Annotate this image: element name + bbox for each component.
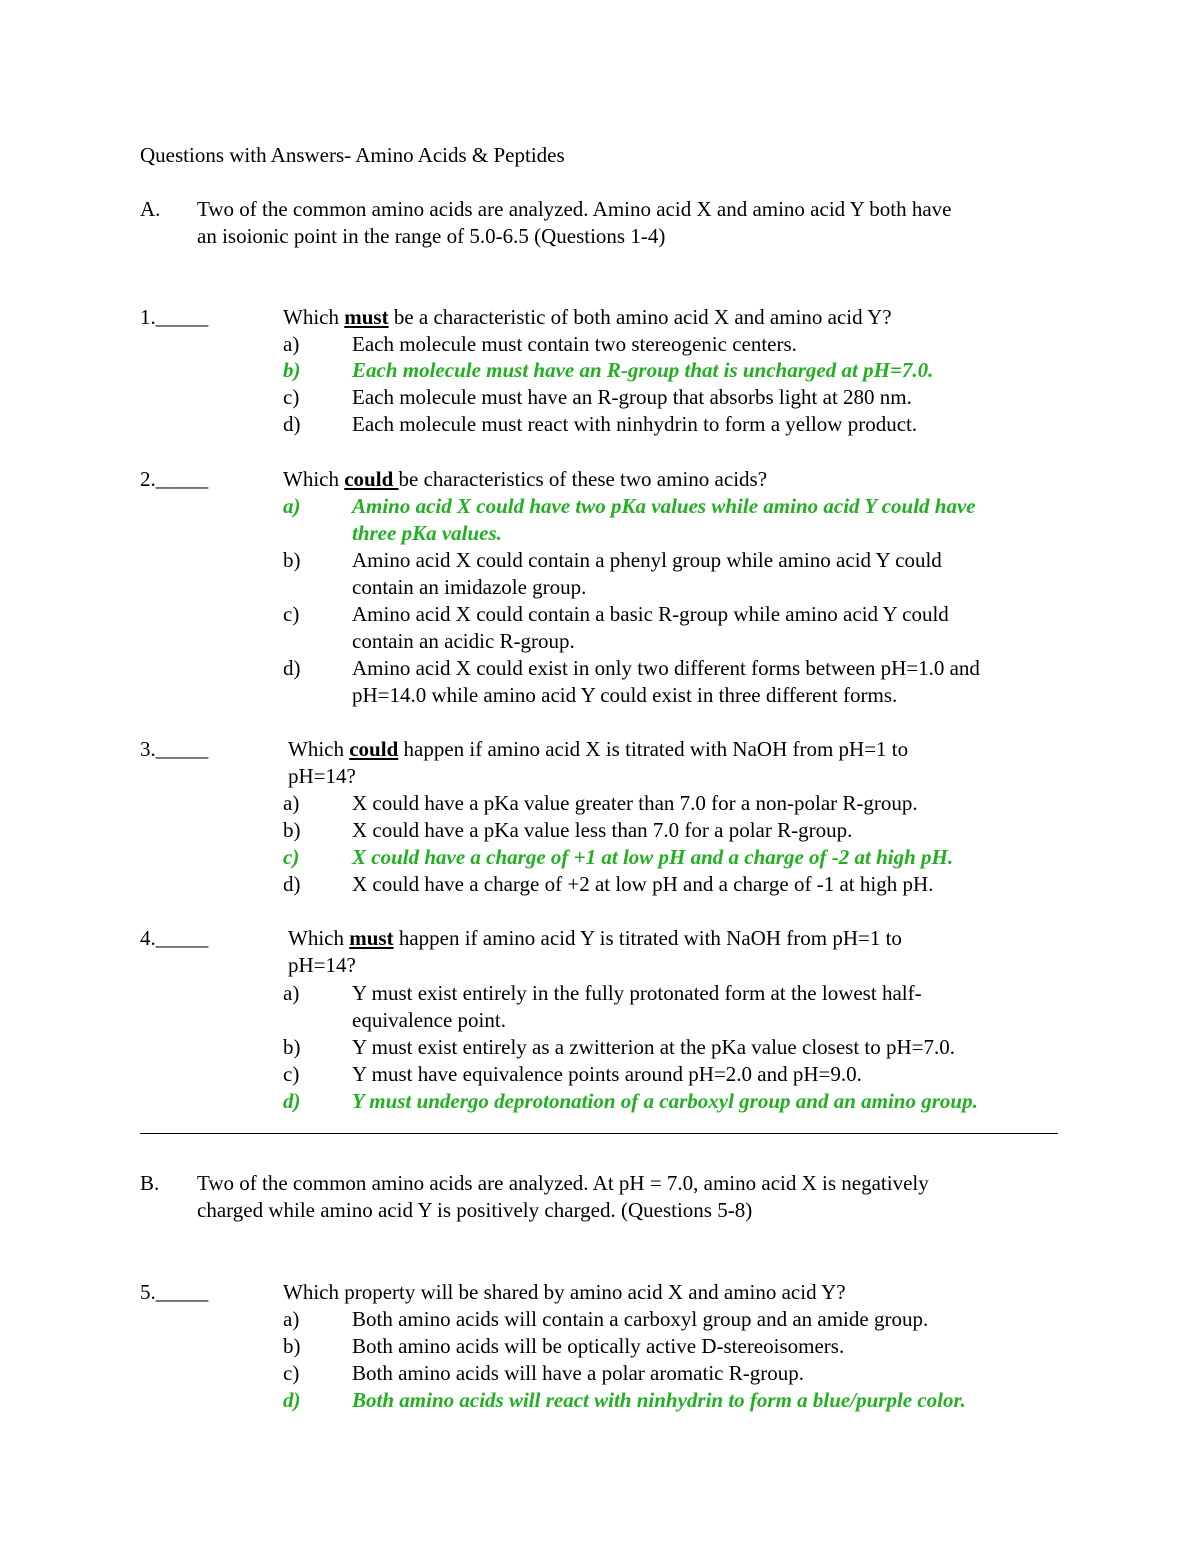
q4-option-c-label: c) bbox=[283, 1062, 300, 1086]
question-3-number: 3._____ bbox=[140, 737, 209, 761]
q4-option-d-text-correct: Y must undergo deprotonation of a carboxyl group and an amino group. bbox=[352, 1089, 978, 1113]
q5-option-b-text: Both amino acids will be optically active D-stereoisomers. bbox=[352, 1334, 845, 1358]
question-1-keyword: must bbox=[344, 305, 389, 329]
q1-option-c-label: c) bbox=[283, 385, 300, 409]
q1-option-d-label: d) bbox=[283, 412, 301, 436]
question-1-stem-pre: Which bbox=[283, 305, 345, 329]
question-3-stem-pre: Which bbox=[288, 737, 350, 761]
section-b-letter: B. bbox=[140, 1171, 160, 1195]
question-3-stem bbox=[288, 736, 908, 763]
question-4-stem-post: happen if amino acid Y is titrated with NaOH from pH=1 to bbox=[393, 926, 902, 950]
q2-option-d-text-line1: Amino acid X could exist in only two different forms between pH=1.0 and bbox=[352, 656, 980, 680]
q5-option-c-text: Both amino acids will have a polar aromatic R-group. bbox=[352, 1361, 804, 1385]
q4-option-a-text-line1: Y must exist entirely in the fully protonated form at the lowest half- bbox=[352, 981, 922, 1005]
q3-option-c-text-correct: X could have a charge of +1 at low pH and a charge of -2 at high pH. bbox=[352, 845, 954, 869]
q3-option-c-label: c) bbox=[283, 845, 300, 869]
q4-option-a-text-line2: equivalence point. bbox=[352, 1008, 506, 1032]
q3-option-a-text: X could have a pKa value greater than 7.0 for a non-polar R-group. bbox=[352, 791, 918, 815]
question-5-stem: Which property will be shared by amino acid X and amino acid Y? bbox=[283, 1280, 846, 1304]
question-3-keyword: could bbox=[349, 737, 399, 761]
question-1-stem bbox=[283, 304, 892, 331]
q1-option-c-text: Each molecule must have an R-group that absorbs light at 280 nm. bbox=[352, 385, 912, 409]
question-4-stem-line2: pH=14? bbox=[288, 953, 356, 977]
question-1-stem-post: be a characteristic of both amino acid X and amino acid Y? bbox=[388, 305, 892, 329]
question-4-stem-pre: Which bbox=[288, 926, 350, 950]
question-2-stem-pre: Which bbox=[283, 467, 345, 491]
question-1-number: 1._____ bbox=[140, 305, 209, 329]
q2-option-b-text-line1: Amino acid X could contain a phenyl group while amino acid Y could bbox=[352, 548, 942, 572]
section-b-intro-line1: Two of the common amino acids are analyzed. At pH = 7.0, amino acid X is negatively bbox=[197, 1171, 929, 1195]
section-a-intro-line1: Two of the common amino acids are analyzed. Amino acid X and amino acid Y both have bbox=[197, 197, 952, 221]
section-divider bbox=[140, 1133, 1058, 1134]
q1-option-b-text-correct: Each molecule must have an R-group that is uncharged at pH=7.0. bbox=[352, 358, 934, 382]
question-2-stem bbox=[283, 466, 767, 493]
q2-option-d-text-line2: pH=14.0 while amino acid Y could exist in three different forms. bbox=[352, 683, 898, 707]
question-3-stem-line2: pH=14? bbox=[288, 764, 356, 788]
q4-option-b-text: Y must exist entirely as a zwitterion at the pKa value closest to pH=7.0. bbox=[352, 1035, 956, 1059]
section-a-letter: A. bbox=[140, 197, 161, 221]
q5-option-a-text: Both amino acids will contain a carboxyl group and an amide group. bbox=[352, 1307, 929, 1331]
q2-option-c-text-line2: contain an acidic R-group. bbox=[352, 629, 575, 653]
section-a-intro-line2: an isoionic point in the range of 5.0-6.5 (Questions 1-4) bbox=[197, 224, 666, 248]
q3-option-d-label: d) bbox=[283, 872, 301, 896]
q2-option-d-label: d) bbox=[283, 656, 301, 680]
question-3-stem-post: happen if amino acid X is titrated with NaOH from pH=1 to bbox=[398, 737, 909, 761]
q1-option-a-text: Each molecule must contain two stereogenic centers. bbox=[352, 332, 797, 356]
question-4-keyword: must bbox=[349, 926, 394, 950]
q3-option-b-label: b) bbox=[283, 818, 301, 842]
q2-option-c-text-line1: Amino acid X could contain a basic R-group while amino acid Y could bbox=[352, 602, 949, 626]
q4-option-a-label: a) bbox=[283, 981, 300, 1005]
page-title: Questions with Answers- Amino Acids & Peptides bbox=[140, 143, 565, 167]
q2-option-c-label: c) bbox=[283, 602, 300, 626]
q4-option-c-text: Y must have equivalence points around pH=2.0 and pH=9.0. bbox=[352, 1062, 862, 1086]
q1-option-d-text: Each molecule must react with ninhydrin to form a yellow product. bbox=[352, 412, 918, 436]
q2-option-a-text-correct-line2: three pKa values. bbox=[352, 521, 502, 545]
q5-option-d-label: d) bbox=[283, 1388, 301, 1412]
q4-option-b-label: b) bbox=[283, 1035, 301, 1059]
question-4-stem bbox=[288, 925, 902, 952]
q2-option-b-label: b) bbox=[283, 548, 301, 572]
question-5-number: 5._____ bbox=[140, 1280, 209, 1304]
q5-option-a-label: a) bbox=[283, 1307, 300, 1331]
question-2-keyword: could bbox=[344, 467, 399, 491]
q2-option-a-text-correct-line1: Amino acid X could have two pKa values while amino acid Y could have bbox=[352, 494, 976, 518]
q2-option-a-label: a) bbox=[283, 494, 301, 518]
question-2-stem-post: be characteristics of these two amino acids? bbox=[398, 467, 768, 491]
q5-option-d-text-correct: Both amino acids will react with ninhydrin to form a blue/purple color. bbox=[352, 1388, 966, 1412]
q4-option-d-label: d) bbox=[283, 1089, 301, 1113]
q5-option-b-label: b) bbox=[283, 1334, 301, 1358]
q1-option-a-label: a) bbox=[283, 332, 300, 356]
section-b-intro-line2: charged while amino acid Y is positively charged. (Questions 5-8) bbox=[197, 1198, 753, 1222]
q3-option-a-label: a) bbox=[283, 791, 300, 815]
q5-option-c-label: c) bbox=[283, 1361, 300, 1385]
question-4-number: 4._____ bbox=[140, 926, 209, 950]
q2-option-b-text-line2: contain an imidazole group. bbox=[352, 575, 587, 599]
q3-option-b-text: X could have a pKa value less than 7.0 for a polar R-group. bbox=[352, 818, 853, 842]
question-2-number: 2._____ bbox=[140, 467, 209, 491]
q3-option-d-text: X could have a charge of +2 at low pH and a charge of -1 at high pH. bbox=[352, 872, 934, 896]
q1-option-b-label: b) bbox=[283, 358, 301, 382]
